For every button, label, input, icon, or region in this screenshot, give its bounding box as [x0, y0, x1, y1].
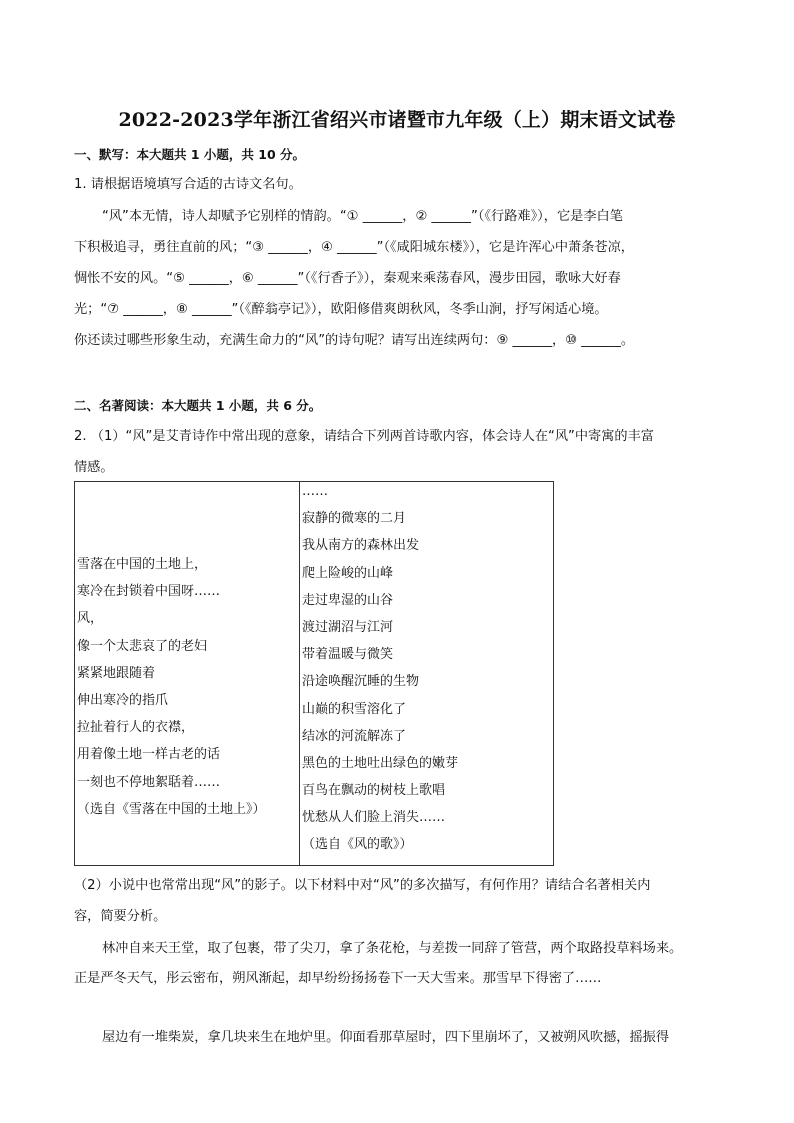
poem-right-line: 山巅的积雪溶化了	[302, 701, 407, 717]
passage-line-3: 屋边有一堆柴炭，拿几块来生在地炉里。仰面看那草屋时，四下里崩坏了，又被朔风吹撼，摇振得	[102, 1030, 670, 1045]
poem-right-line: ……	[302, 484, 328, 499]
section2-heading: 二、名著阅读：本大题共 1 小题，共 6 分。	[74, 398, 322, 413]
poem-right-line: 结冰的河流解冻了	[302, 728, 407, 744]
poem-left-line: 像一个太悲哀了的老妇	[77, 638, 208, 654]
poem-right-line: 渡过湖沼与江河	[302, 619, 394, 635]
poem-left-line: 拉扯着行人的衣襟，	[77, 720, 195, 736]
poem-right-line: 我从南方的森林出发	[302, 538, 420, 554]
poem-table	[74, 481, 554, 866]
q1-line-2: 下积极追寻，勇往直前的风；“③ ______，④ ______”（《咸阳城东楼》），它是许浑心中萧条苍凉，	[74, 240, 634, 255]
q1-line-5: 你还读过哪些形象生动，充满生命力的“风”的诗句呢？请写出连续两句：⑨ ______，⑩ ______。	[74, 333, 635, 348]
poem-left-column	[77, 551, 266, 823]
passage-line-2: 正是严冬天气，彤云密布，朔风渐起，却早纷纷扬扬卷下一天大雪来。那雪早下得密了……	[74, 971, 602, 986]
poem-right-line: 忧愁从人们脸上消失……	[302, 810, 446, 826]
poem-right-column	[302, 478, 458, 859]
poem-right-line: 沿途唤醒沉睡的生物	[302, 674, 420, 690]
poem-right-line: 走过卑湿的山谷	[302, 592, 394, 608]
poem-right-line: 寂静的微寒的二月	[302, 511, 407, 527]
passage-line-1: 林冲自来天王堂，取了包裹，带了尖刀，拿了条花枪，与差拨一同辞了管营，两个取路投草料场来。	[102, 941, 683, 956]
poem-left-source: （选自《雪落在中国的土地上》）	[77, 801, 266, 817]
q1-line-4: 光；“⑦ ______，⑧ ______”（《醉翁亭记》），欧阳修借爽朗秋风，冬季山涧，抒写闲适心境。	[74, 302, 608, 317]
poem-right-line: 百鸟在飘动的树枝上歌唱	[302, 783, 446, 799]
poem-right-line: 爬上险峻的山峰	[302, 565, 394, 581]
poem-left-line: 风，	[77, 611, 104, 627]
q1-line-3: 惆怅不安的风。“⑤ ______，⑥ ______”（《行香子》），秦观来乘荡春风，漫步田园，歌咏大好春	[74, 271, 621, 286]
poem-left-line: 雪落在中国的土地上，	[77, 557, 208, 572]
poem-right-source: （选自《风的歌》）	[302, 837, 413, 853]
poem-left-line: 一刻也不停地絮聒着……	[77, 774, 221, 790]
table-divider	[299, 482, 300, 865]
q2-part1-line-1: 2. （1）“风”是艾青诗作中常出现的意象，请结合下列两首诗歌内容，体会诗人在“风”中寄寓的丰富	[74, 429, 654, 444]
question1-text: 1. 请根据语境填写合适的古诗文名句。	[74, 177, 302, 192]
poem-right-line: 带着温暖与微笑	[302, 647, 394, 663]
q2-part2-line-2: 容，简要分析。	[74, 909, 167, 924]
poem-left-line: 伸出寒冷的指爪	[77, 692, 169, 708]
q1-line-1: “风”本无情，诗人却赋予它别样的情韵。“① ______，② ______”（《行路难》），它是李白笔	[102, 209, 623, 224]
poem-right-line: 黑色的土地吐出绿色的嫩芽	[302, 755, 459, 771]
q2-part1-line-2: 情感。	[74, 460, 114, 475]
section1-heading: 一、默写：本大题共 1 小题，共 10 分。	[74, 147, 306, 162]
poem-left-line: 寒冷在封锁着中国呀……	[77, 584, 221, 600]
q2-part2-line-1: （2）小说中也常常出现“风”的影子。以下材料中对“风”的多次描写，有何作用？请结合名著相关内	[74, 878, 651, 893]
poem-left-line: 紧紧地跟随着	[77, 665, 156, 681]
page-title: 2022-2023学年浙江省绍兴市诸暨市九年级（上）期末语文试卷	[118, 109, 676, 131]
poem-left-line: 用着像土地一样古老的话	[77, 747, 221, 763]
